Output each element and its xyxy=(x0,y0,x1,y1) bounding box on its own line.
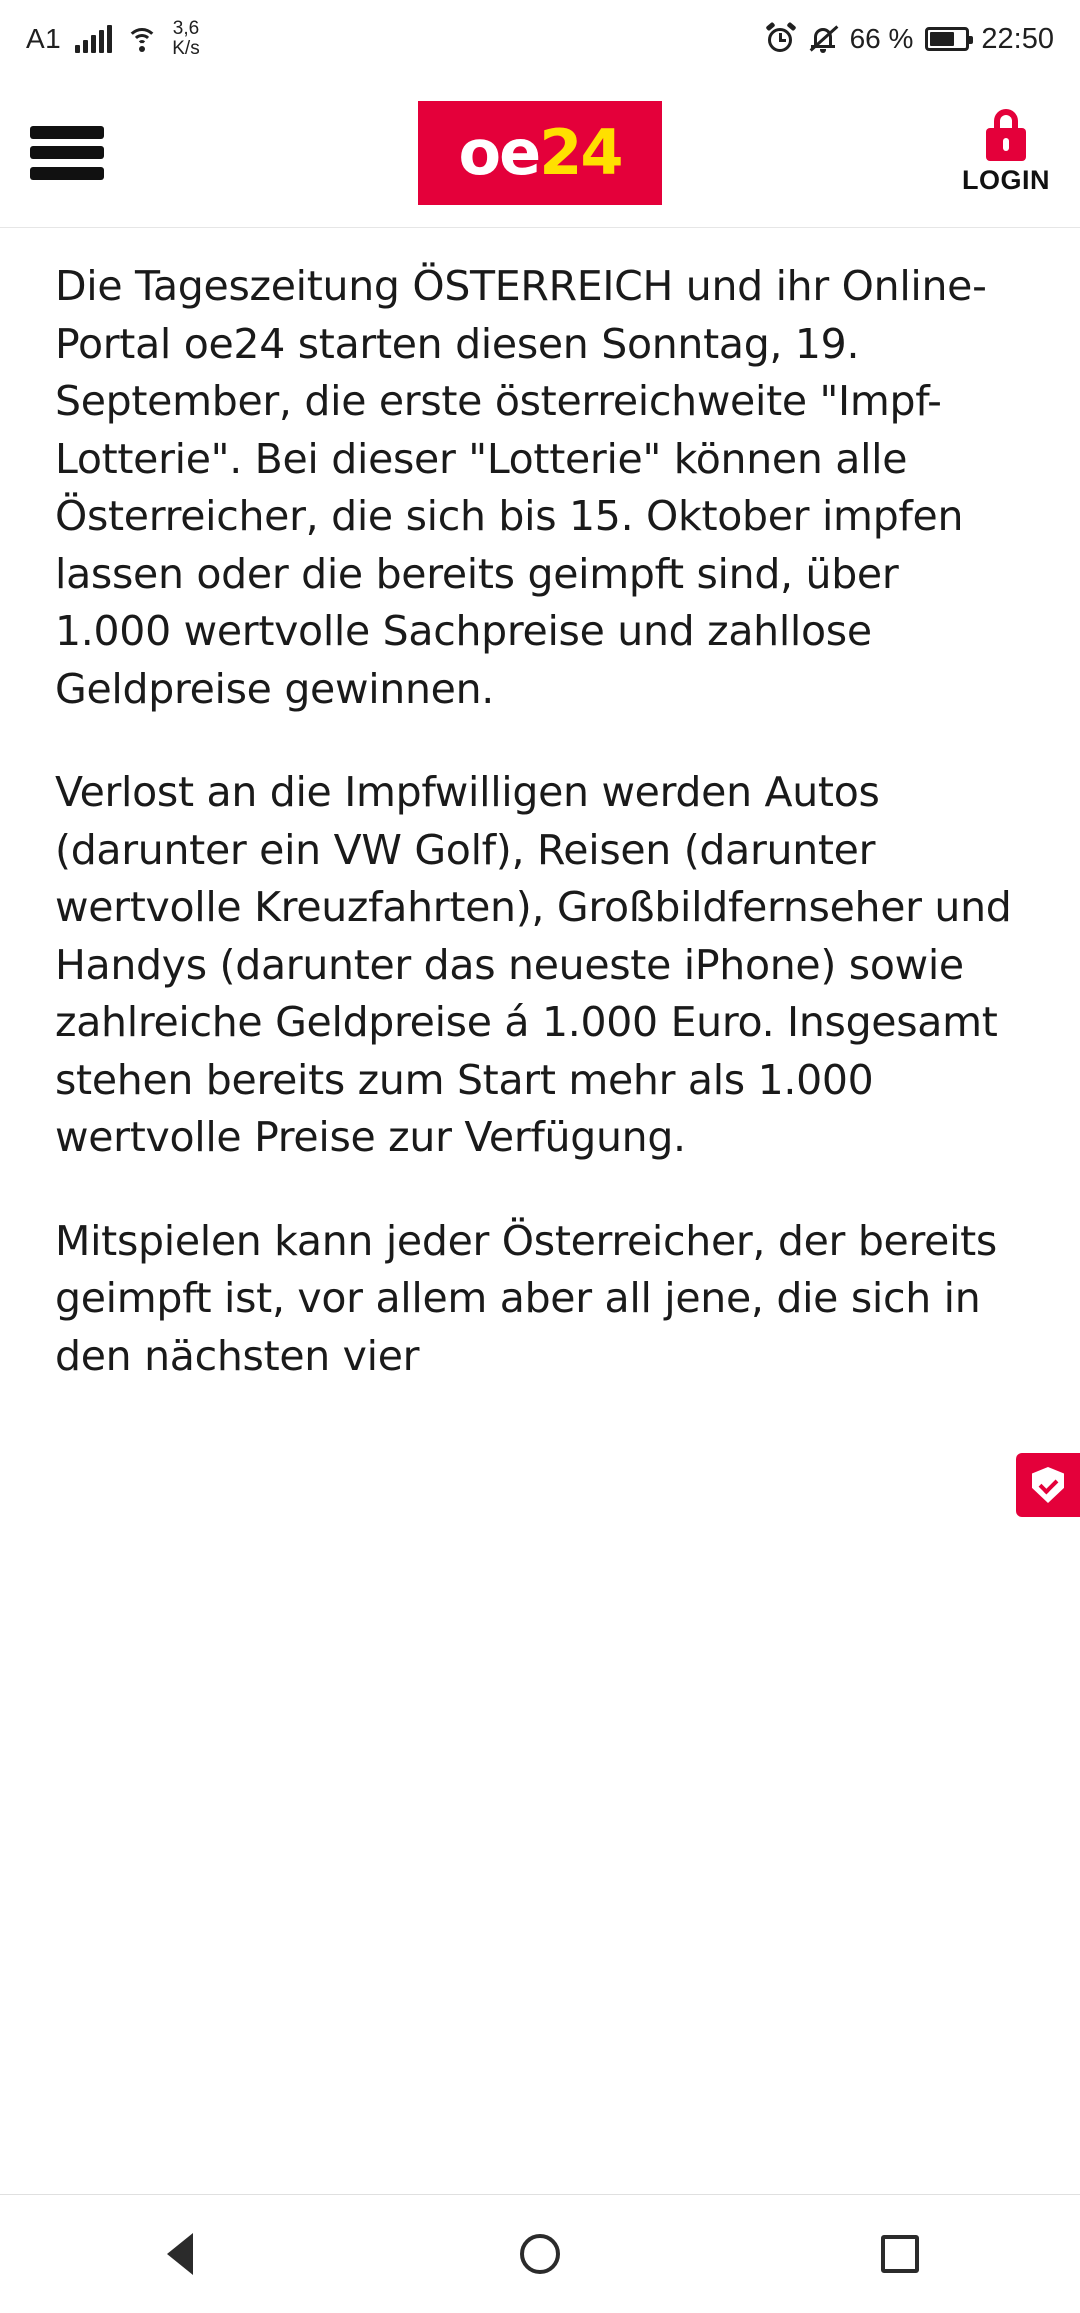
notifications-muted-icon xyxy=(808,24,838,54)
carrier-label: A1 xyxy=(26,23,61,55)
home-circle-icon xyxy=(520,2234,560,2274)
logo-text-24: 24 xyxy=(539,116,621,189)
recents-square-icon xyxy=(881,2235,919,2273)
trust-badge-button[interactable] xyxy=(1016,1453,1080,1517)
network-speed-value: 3,6 xyxy=(173,18,199,39)
status-bar-left xyxy=(26,19,200,59)
lock-icon xyxy=(983,109,1029,163)
logo-text-oe: oe xyxy=(459,116,540,189)
oe24-logo[interactable] xyxy=(418,101,662,205)
hamburger-menu-icon[interactable] xyxy=(30,122,104,184)
status-bar xyxy=(0,0,1080,78)
wifi-icon xyxy=(126,26,158,52)
article-content xyxy=(0,228,1080,2118)
clock-label: 22:50 xyxy=(981,23,1054,56)
logo-text xyxy=(459,122,622,184)
back-button[interactable] xyxy=(80,2195,280,2313)
network-speed-indicator xyxy=(172,19,199,59)
status-bar-right xyxy=(766,0,1054,78)
article-paragraph-3: Mitspielen kann jeder Österreicher, der bereits geimpft ist, vor allem aber all jene, die sich in den nächsten vier xyxy=(55,1213,1025,1386)
article-paragraph-1: Die Tageszeitung ÖSTERREICH und ihr Online-Portal oe24 starten diesen Sonntag, 19. September, die erste österreichweite "Impf-Lotterie". Bei dieser "Lotterie" können alle Österreicher, die sich bis 15. Oktober impfen lassen oder die bereits geimpft sind, über 1.000 wertvolle Sachpreise und zahllose Geldpreise gewinnen. xyxy=(55,258,1025,718)
battery-percent-label: 66 % xyxy=(850,23,914,55)
shield-check-icon xyxy=(1032,1467,1064,1503)
alarm-clock-icon xyxy=(766,24,796,54)
recents-button[interactable] xyxy=(800,2195,1000,2313)
signal-bars-icon xyxy=(75,25,112,53)
battery-icon xyxy=(925,27,969,51)
system-navigation-bar xyxy=(0,2194,1080,2312)
app-header xyxy=(0,78,1080,228)
login-label: LOGIN xyxy=(962,165,1050,196)
network-speed-unit: K/s xyxy=(172,38,199,59)
login-button[interactable] xyxy=(962,109,1050,196)
article-paragraph-2: Verlost an die Impfwilligen werden Autos (darunter ein VW Golf), Reisen (darunter wertvolle Kreuzfahrten), Großbildfernseher und Handys (darunter das neueste iPhone) sowie zahlreiche Geldpreise á 1.000 Euro. Insgesamt stehen bereits zum Start mehr als 1.000 wertvolle Preise zur Verfügung. xyxy=(55,764,1025,1167)
back-triangle-icon xyxy=(167,2233,193,2275)
home-button[interactable] xyxy=(440,2195,640,2313)
